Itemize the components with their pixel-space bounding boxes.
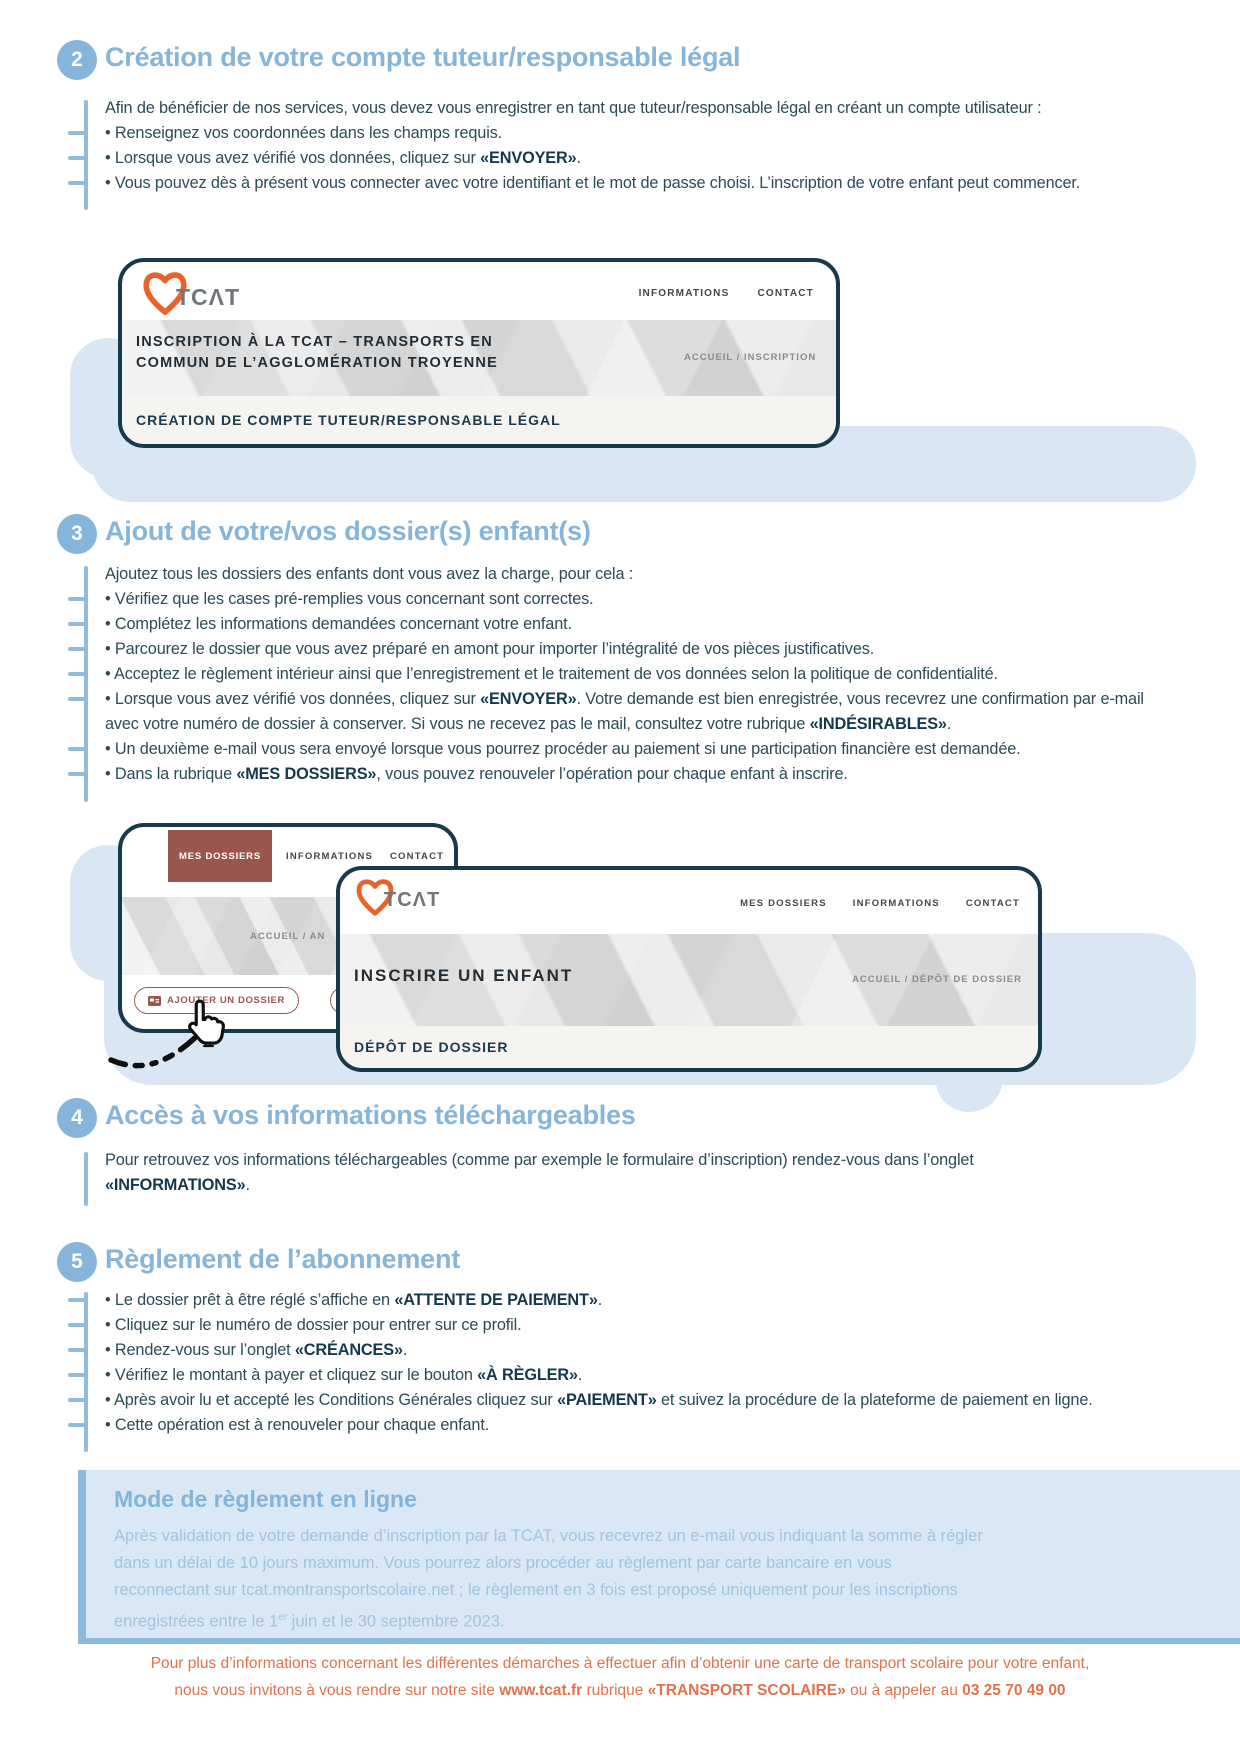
menu-contact[interactable]: CONTACT: [965, 898, 1020, 909]
bullet-item: • Complétez les informations demandées concernant votre enfant.: [105, 612, 1165, 637]
page-heading-strip: [122, 396, 836, 444]
online-payment-notice: [78, 1470, 1240, 1644]
bullet-item: • Un deuxième e-mail vous sera envoyé lorsque vous pourrez procéder au paiement si une participation financière est demandée.: [105, 737, 1165, 762]
bullet-item: [105, 687, 1165, 737]
hero-title: INSCRIRE UN ENFANT: [354, 966, 574, 985]
section-3-content: [105, 562, 1165, 787]
paragraph: Afin de bénéficier de nos services, vous devez vous enregistrer en tant que tuteur/responsable légal en créant un compte utilisateur :: [105, 99, 1042, 117]
section-3-title: Ajout de votre/vos dossier(s) enfant(s): [105, 516, 591, 546]
bullet-item: [105, 1363, 1165, 1388]
paragraph-text: .: [245, 1176, 250, 1194]
hand-cursor-icon: [184, 998, 226, 1048]
tab-label: MES DOSSIERS: [179, 850, 261, 862]
notice-superscript: er: [278, 1612, 288, 1623]
section-2-ruler: [84, 100, 88, 210]
section-5-title: Règlement de l’abonnement: [105, 1244, 461, 1274]
site-menu: [639, 288, 814, 299]
site-menu: [740, 898, 1020, 909]
section-3-ruler: [84, 566, 88, 802]
bullet-item: [105, 762, 1165, 787]
bullet-bold: «MES DOSSIERS»: [236, 765, 377, 783]
bullet-text: • Après avoir lu et accepté les Conditions Générales cliquez sur: [105, 1391, 558, 1409]
bullet-item: • Cliquez sur le numéro de dossier pour entrer sur ce profil.: [105, 1313, 1165, 1338]
breadcrumb[interactable]: ACCUEIL / DÉPÔT DE DOSSIER: [852, 974, 1022, 985]
bullet-item: [105, 146, 1165, 171]
bullet-text: • Dans la rubrique: [105, 765, 237, 783]
page-heading: CRÉATION DE COMPTE TUTEUR/RESPONSABLE LÉGAL: [136, 412, 561, 428]
bullet-text: .: [577, 1366, 583, 1384]
bullet-item: • Renseignez vos coordonnées dans les champs requis.: [105, 121, 1165, 146]
paragraph-text: Pour retrouvez vos informations téléchargeables (comme par exemple le formulaire d’inscription) rendez-vous dans l’onglet: [105, 1151, 974, 1169]
section-4-bar: [84, 1152, 88, 1206]
breadcrumb[interactable]: ACCUEIL / AN: [250, 931, 326, 942]
bullet-bold: «PAIEMENT»: [557, 1391, 657, 1409]
menu-informations[interactable]: INFORMATIONS: [852, 898, 940, 909]
menu-contact[interactable]: CONTACT: [757, 288, 814, 299]
section-2-title: Création de votre compte tuteur/responsable légal: [105, 42, 741, 72]
card-icon: [148, 996, 161, 1006]
section-2-content: [105, 96, 1165, 196]
footer-bold: «TRANSPORT SCOLAIRE»: [647, 1682, 846, 1699]
footer-text: rubrique: [582, 1682, 648, 1699]
paragraph: Ajoutez tous les dossiers des enfants dont vous avez la charge, pour cela :: [105, 565, 634, 583]
tab-mes-dossiers[interactable]: [168, 830, 272, 882]
step-number-5: 5: [57, 1242, 97, 1282]
button-label: AJOUTER UN DOSSIER: [167, 995, 285, 1006]
bullet-bold: «CRÉANCES»: [294, 1341, 403, 1359]
bullet-item: • Vérifiez que les cases pré-remplies vous concernant sont correctes.: [105, 587, 1165, 612]
section-4-title: Accès à vos informations téléchargeables: [105, 1100, 636, 1130]
menu-informations[interactable]: INFORMATIONS: [286, 851, 374, 862]
phone-number: 03 25 70 49 00: [962, 1682, 1066, 1699]
breadcrumb[interactable]: ACCUEIL / INSCRIPTION: [684, 352, 817, 363]
tcat-website-link[interactable]: www.tcat.fr: [499, 1682, 583, 1699]
footer-text: Pour plus d’informations concernant les différentes démarches à effectuer afin d’obtenir une carte de transport scolaire pour votre enfant, nous vous invitons à vous rendre sur notre site: [150, 1655, 1090, 1699]
notice-text: Après validation de votre demande d’inscription par la TCAT, vous recevrez un e-mail vous indiquant la somme à régler dans un délai de 10 jours maximum. Vous pourrez alors procéder au règlement par carte bancaire en vous reconnectant sur tcat.montransportscolaire.net ; le règlement en 3 fois est proposé uniquement pour les inscriptions enregistrées entre le 1: [114, 1527, 983, 1631]
paragraph-bold: «INFORMATIONS»: [105, 1176, 246, 1194]
bullet-text: , vous pouvez renouveler l’opération pour chaque enfant à inscrire.: [376, 765, 848, 783]
bullet-text: .: [597, 1291, 603, 1309]
bullet-text: .: [402, 1341, 408, 1359]
tcat-logo-text: TCΛT: [384, 889, 441, 911]
section-4-content: [105, 1148, 1115, 1198]
step-number-3: 3: [57, 514, 97, 554]
footer-note: [135, 1650, 1105, 1704]
hero-banner: [340, 934, 1038, 1026]
bullet-text: et suivez la procédure de la plateforme de paiement en ligne.: [656, 1391, 1093, 1409]
menu-informations[interactable]: INFORMATIONS: [638, 288, 730, 299]
screenshot-inscription-page: [118, 258, 840, 448]
menu-contact[interactable]: CONTACT: [390, 851, 445, 862]
bullet-text: • Lorsque vous avez vérifié vos données, cliquez sur: [105, 690, 481, 708]
bullet-text: .: [576, 149, 581, 167]
section-5-content: [105, 1288, 1165, 1438]
bullet-text: • Vérifiez le montant à payer et cliquez sur le bouton: [105, 1366, 478, 1384]
screenshot-inscrire-enfant-page: [336, 866, 1042, 1072]
bullet-item: • Acceptez le règlement intérieur ainsi que l’enregistrement et le traitement de vos données selon la politique de confidentialité.: [105, 662, 1165, 687]
tcat-logo: [352, 874, 440, 920]
bullet-bold: «ATTENTE DE PAIEMENT»: [394, 1291, 598, 1309]
menu-mes-dossiers[interactable]: MES DOSSIERS: [740, 898, 827, 909]
bullet-bold: «INDÉSIRABLES»: [809, 715, 947, 733]
hero-title: INSCRIPTION À LA TCAT – TRANSPORTS EN COMMUN DE L’AGGLOMÉRATION TROYENNE: [136, 334, 498, 371]
bullet-item: • Vous pouvez dès à présent vous connecter avec votre identifiant et le mot de passe choisi. L’inscription de votre enfant peut commencer.: [105, 171, 1165, 196]
bullet-text: .: [946, 715, 952, 733]
bullet-text: • Le dossier prêt à être réglé s’affiche en: [105, 1291, 395, 1309]
section-5-ruler: [84, 1292, 88, 1452]
bullet-text: • Rendez-vous sur l’onglet: [105, 1341, 295, 1359]
bullet-text: • Lorsque vous avez vérifié vos données, cliquez sur: [105, 149, 481, 167]
step-number-4: 4: [57, 1098, 97, 1138]
hero-banner: [122, 320, 836, 396]
notice-body: [114, 1523, 984, 1636]
page-heading-strip: [340, 1026, 1038, 1068]
bullet-text: . Votre demande est bien enregistrée, vous recevrez une confirmation par e-mail avec votre numéro de dossier à conserver. Si vous ne recevez pas le mail, consultez votre rubrique: [105, 690, 1144, 733]
tcat-logo-text: TCΛT: [176, 284, 241, 310]
footer-text: ou à appeler au: [845, 1682, 963, 1699]
bullet-item: • Cette opération est à renouveler pour chaque enfant.: [105, 1413, 1165, 1438]
page-heading: DÉPÔT DE DOSSIER: [354, 1039, 509, 1055]
bullet-item: • Parcourez le dossier que vous avez préparé en amont pour importer l’intégralité de vos pièces justificatives.: [105, 637, 1165, 662]
bullet-bold: «À RÈGLER»: [477, 1366, 578, 1384]
notice-text: juin et le 30 septembre 2023.: [287, 1612, 505, 1631]
step-number-2: 2: [57, 40, 97, 80]
bullet-item: [105, 1338, 1165, 1363]
bullet-item: [105, 1388, 1165, 1413]
notice-title: Mode de règlement en ligne: [114, 1486, 417, 1512]
bullet-bold: «ENVOYER»: [480, 149, 577, 167]
tcat-logo: [138, 266, 240, 320]
bullet-bold: «ENVOYER»: [480, 690, 577, 708]
bullet-item: [105, 1288, 1165, 1313]
